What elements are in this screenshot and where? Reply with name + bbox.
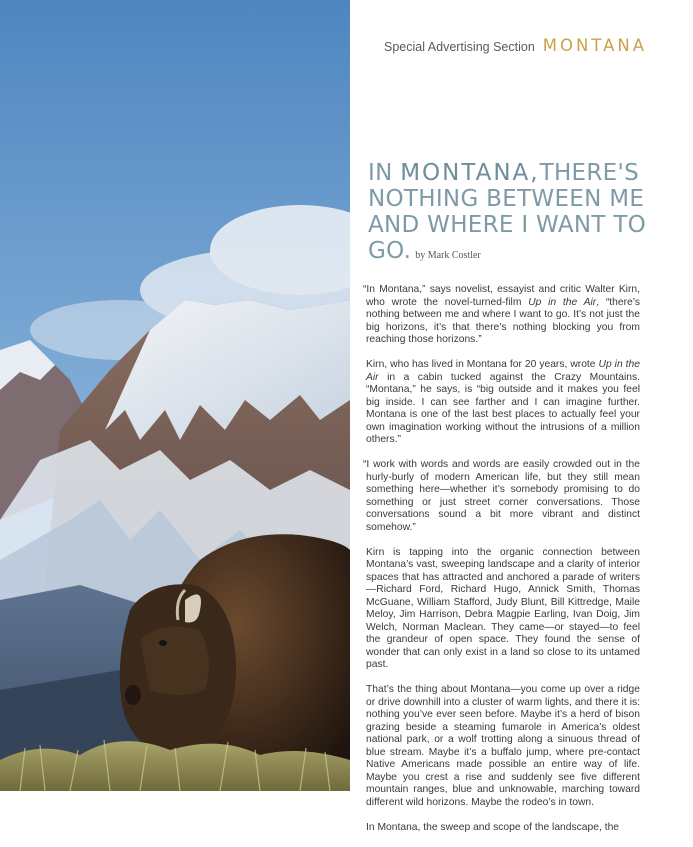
section-header xyxy=(384,36,647,56)
headline-keyword: MONTANA, xyxy=(400,160,540,186)
bison-mountain-illustration xyxy=(0,0,350,791)
section-label: Special Advertising Section xyxy=(384,40,535,54)
article-headline xyxy=(368,160,688,269)
brand-wordmark: MONTANA xyxy=(542,36,648,55)
paragraph-2 xyxy=(366,359,640,447)
article-column xyxy=(350,0,693,833)
paragraph-4: Kirn is tapping into the organic connection between Montana’s vast, sweeping landscape and a clarity of interior spaces that has attracted and anchored a parade of writers—Richard Ford, Richard Hugo, Annick Smith, Thomas McGuane, William Stafford, Judy Blunt, Bill Kittredge, Maile Meloy, Jim Harrison, Debra Magpie Earling, Ivan Doig, Jim Welch, Norman Maclean. They came—or stayed—to feel the grandeur of open space. They found the sense of wonder that can only exist in a land so close to its untamed past. xyxy=(366,546,640,670)
byline: by Mark Costler xyxy=(415,250,481,261)
paragraph-2-text-a: Kirn, who has lived in Montana for 20 years, wrote xyxy=(366,359,599,370)
paragraph-1-text-a: “In Montana,” says novelist, essayist and critic Walter Kirn, who wrote the novel-turned-film xyxy=(363,284,640,308)
cover-photo xyxy=(0,0,350,791)
book-title: Up in the Air xyxy=(528,296,597,308)
paragraph-1 xyxy=(363,284,641,347)
article-body xyxy=(363,284,641,847)
paragraph-1-text-b: , “there’s nothing between me and where I want to go. It’s not just the big horizons, it’s that there’s nothing blocking you from reaching those horizons.” xyxy=(366,296,641,345)
headline-part2: THERE'S NOTHING BETWEEN ME AND WHERE I WANT TO GO. xyxy=(368,160,647,264)
paragraph-5: That’s the thing about Montana—you come up over a ridge or drive downhill into a cluster of warm lights, and there it is: nothing you’ve ever seen before. Maybe it’s a herd of bison grazing beside a steaming fumarole in America’s oldest national park, or a wolf trotting along a sinuous thread of blue stream. Maybe it’s a buffalo jump, where pre-contact Native Americans made possible an entire way of life. Maybe you crest a rise and suddenly see five different mountain ranges, blue and unknowable, marching toward different wild horizons. Maybe the rodeo’s in town. xyxy=(366,684,640,808)
paragraph-2-text-b: in a cabin tucked against the Crazy Mountains. “Montana,” he says, is “big outside and it makes you feel big inside. I can see farther and I can imagine further. Montana is one of the last best places to actually feel your own imagination working without the intrusions of a million others.” xyxy=(366,371,640,445)
paragraph-3: “I work with words and words are easily crowded out in the hurly-burly of modern American life, but they still mean something here—whether it’s somebody promising to do something or just street corner conversations. Those conversations sound a bit more vibrant and distinct somehow.” xyxy=(363,459,640,533)
headline-part1: IN xyxy=(368,160,401,186)
book-title: Up in the Air xyxy=(366,359,640,383)
paragraph-6: In Montana, the sweep and scope of the landscape, the xyxy=(366,821,620,833)
